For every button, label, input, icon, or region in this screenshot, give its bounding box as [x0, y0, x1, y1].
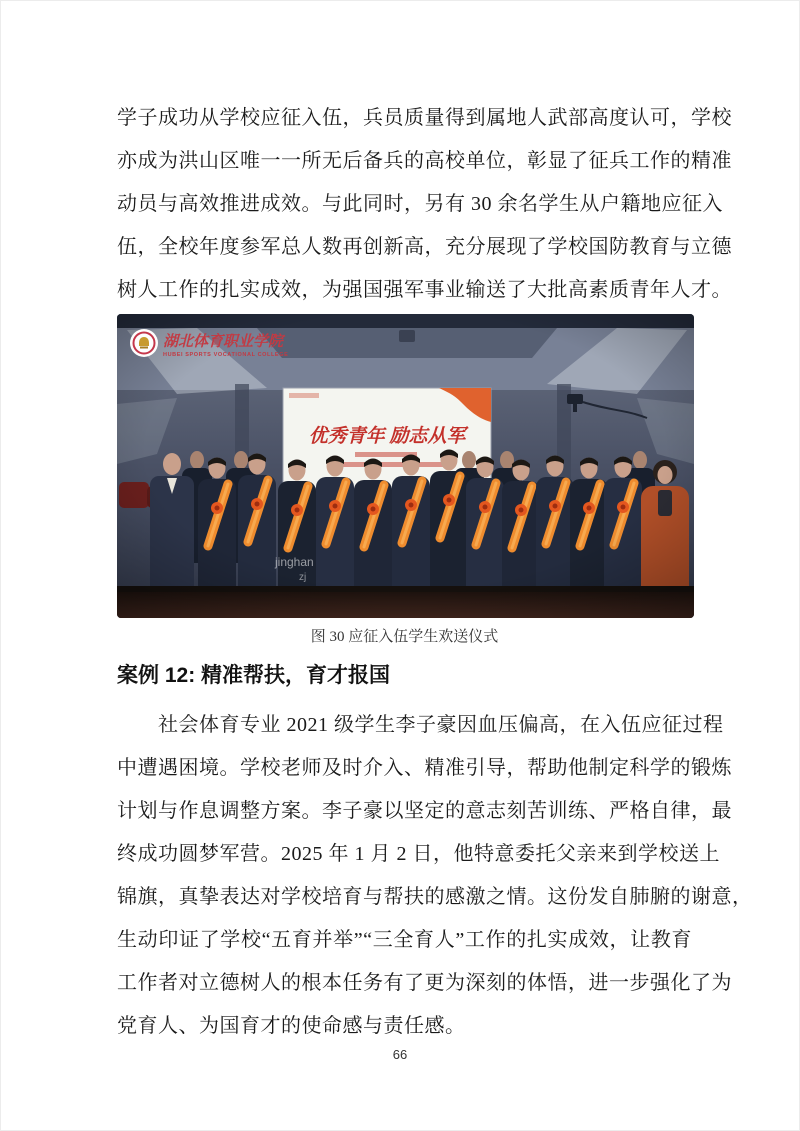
text-line: 树人工作的扎实成效，为强国强军事业输送了大批高素质青年人才。: [117, 279, 732, 301]
section-heading: 案例 12: 精准帮扶，育才报国: [117, 664, 391, 687]
text-line: 工作者对立德树人的根本任务有了更为深刻的体悟，进一步强化了为: [117, 972, 732, 994]
text-line: 动员与高效推进成效。与此同时，另有 30 余名学生从户籍地应征入: [117, 193, 723, 215]
text-line: 亦成为洪山区唯一一所无后备兵的高校单位，彰显了征兵工作的精准: [117, 150, 732, 172]
page-number: 66: [392, 1047, 408, 1062]
paragraph-2: [117, 704, 753, 1048]
figure-30: [117, 314, 692, 647]
page-content: [1, 1, 799, 1048]
text-line: 社会体育专业 2021 级学生李子豪因血压偏高，在入伍应征过程: [117, 714, 724, 736]
college-name-en: HUBEI SPORTS VOCATIONAL COLLEGE: [163, 352, 289, 358]
college-name-text: 湖北体育职业学院: [163, 334, 284, 350]
text-line: 中遭遇困境。学校老师及时介入、精准引导，帮助他制定科学的锻炼: [117, 757, 732, 779]
text-line: 生动印证了学校“五育并举”“三全育人”工作的扎实成效，让教育: [117, 929, 692, 951]
figure-caption: 图 30 应征入伍学生欢送仪式: [310, 629, 499, 645]
emblem-bell-base: [140, 347, 148, 349]
ceremony-photo: [117, 314, 694, 618]
text-line: 计划与作息调整方案。李子豪以坚定的意志刻苦训练、严格自律，最: [117, 800, 732, 822]
text-line: 锦旗，真挚表达对学校培育与帮扶的感激之情。这份发自肺腑的谢意，: [117, 886, 753, 908]
text-line: 党育人、为国育才的使命感与责任感。: [117, 1015, 466, 1037]
vignette: [117, 314, 694, 618]
text-line: 学子成功从学校应征入伍，兵员质量得到属地人武部高度认可，学校: [117, 107, 732, 129]
photo-svg: [117, 314, 694, 618]
text-line: 终成功圆梦军营。2025 年 1 月 2 日，他特意委托父亲来到学校送上: [117, 843, 720, 865]
paragraph-1: [117, 97, 732, 312]
text-line: 伍，全校年度参军总人数再创新高，充分展现了学校国防教育与立德: [117, 236, 732, 258]
